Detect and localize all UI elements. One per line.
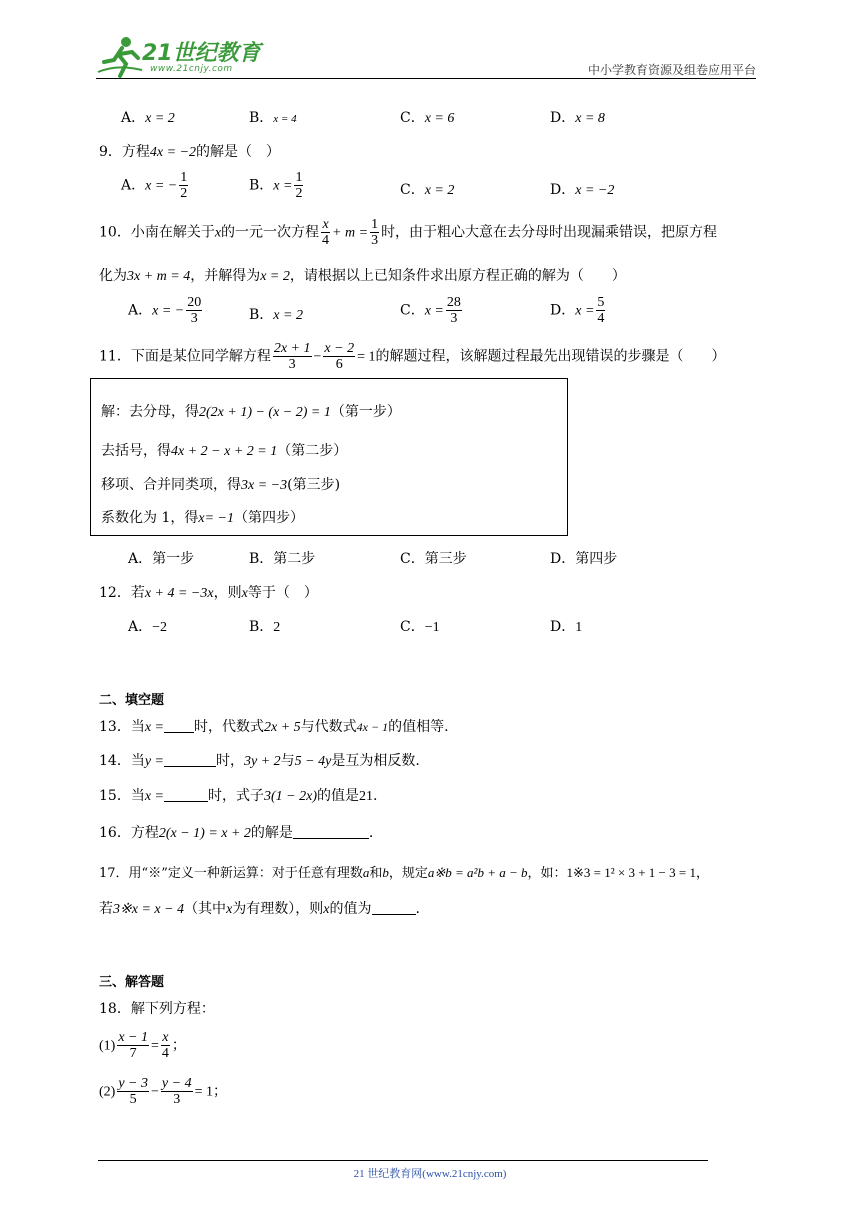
q10-stem-line2: 化为3x + m = 4，并解得为x = 2，请根据以上已知条件求出原方程正确的解为（ ） [99,268,626,284]
logo [96,34,266,80]
q11-option-a[interactable]: A．第一步 [128,551,195,567]
section-solve-title: 三、解答题 [99,975,165,990]
q12-option-d[interactable]: D．1 [550,619,583,635]
q12-option-a[interactable]: A．−2 [128,619,168,635]
q12-stem: 12．若x + 4 = −3x，则x等于（ ） [99,585,318,601]
q9-option-b[interactable]: B．x = $\frac{1}{2}$ [249,170,303,201]
q8-option-b[interactable]: B．x = 4 [249,110,297,126]
q12-option-c[interactable]: C．−1 [400,619,440,635]
q17-answer-blank[interactable] [372,900,416,915]
q13-answer-blank[interactable] [164,718,194,733]
q18-stem: 18．解下列方程： [99,1001,215,1017]
q9-option-c[interactable]: C．x = 2 [400,182,455,198]
q9-option-d[interactable]: D．x = −2 [550,182,615,198]
q13: 13．当x = 时，代数式2x + 5与代数式4x − 1的值相等. [99,719,449,735]
q15-answer-blank[interactable] [164,787,208,802]
q11-option-b[interactable]: B．第二步 [249,551,316,567]
runner-logo-icon [96,34,144,80]
footer-rule [98,1160,708,1161]
q12-option-b[interactable]: B．2 [249,619,281,635]
q14-answer-blank[interactable] [164,752,216,767]
q11-step3: 移项、合并同类项，得3x = −3(第三步) [101,477,341,493]
q15: 15．当x = 时，式子3(1 − 2x)的值是21. [99,788,378,804]
section-fill-in-title: 二、填空题 [99,693,165,708]
logo-url: www.21cnjy.com [150,64,233,74]
header-right-text: 中小学教育资源及组卷应用平台 [587,63,756,77]
q10-stem-line1: 10．小南在解关于x的一元一次方程 $\frac{x}{4}$ + m = $\frac{1}{3}$ 时，由于粗心大意在去分母时出现漏乘错误，把原方程 [99,217,718,248]
logo-text: 21世纪教育 [142,41,261,66]
q10-option-a[interactable]: A．x = − $\frac{20}{3}$ [128,295,202,326]
q8-option-d[interactable]: D．x = 8 [550,110,605,126]
q11-step4: 系数化为 1，得x= −1（第四步） [101,510,304,526]
q11-option-d[interactable]: D．第四步 [550,551,618,567]
q14: 14．当y = 时，3y + 2与5 − 4y是互为相反数. [99,753,420,769]
header-rule [96,78,756,79]
q9-stem: 9．方程4x = −2的解是（ ） [99,144,281,160]
footer-text: 21 世纪教育网(www.21cnjy.com) [353,1168,507,1180]
q17-line1: 17．用“※”定义一种新运算：对于任意有理数a和b，规定a※b = a²b + a − b，如：1※3 = 1² × 3 + 1 − 3 = 1， [99,865,709,881]
q10-option-b[interactable]: B．x = 2 [249,307,303,323]
q11-option-c[interactable]: C．第三步 [400,551,467,567]
q10-option-c[interactable]: C．x = $\frac{28}{3}$ [400,295,461,326]
q18-part2: (2) $\frac{y - 3}{5}$ − $\frac{y - 4}{3}$ = 1； [99,1076,227,1107]
q8-option-c[interactable]: C．x = 6 [400,110,455,126]
q18-part1: (1) $\frac{x - 1}{7}$ = $\frac{x}{4}$ ； [99,1030,186,1061]
q9-option-a[interactable]: A．x = − $\frac{1}{2}$ [121,170,188,201]
q8-option-a[interactable]: A．x = 2 [121,110,175,126]
q10-option-d[interactable]: D．x = $\frac{5}{4}$ [550,295,605,326]
q11-step2: 去括号，得4x + 2 − x + 2 = 1（第二步） [101,443,348,459]
q11-step1: 解：去分母，得2(2x + 1) − (x − 2) = 1（第一步） [101,404,401,420]
q16: 16．方程2(x − 1) = x + 2的解是 . [99,825,374,841]
q16-answer-blank[interactable] [293,824,369,839]
q17-line2: 若3※x = x − 4（其中x为有理数），则x的值为 . [99,901,420,917]
q11-solution-box [90,378,568,536]
q11-stem: 11．下面是某位同学解方程 $\frac{2x + 1}{3}$ − $\frac{x - 2}{6}$ = 1的解题过程，该解题过程最先出现错误的步骤是（ ） [99,341,726,372]
